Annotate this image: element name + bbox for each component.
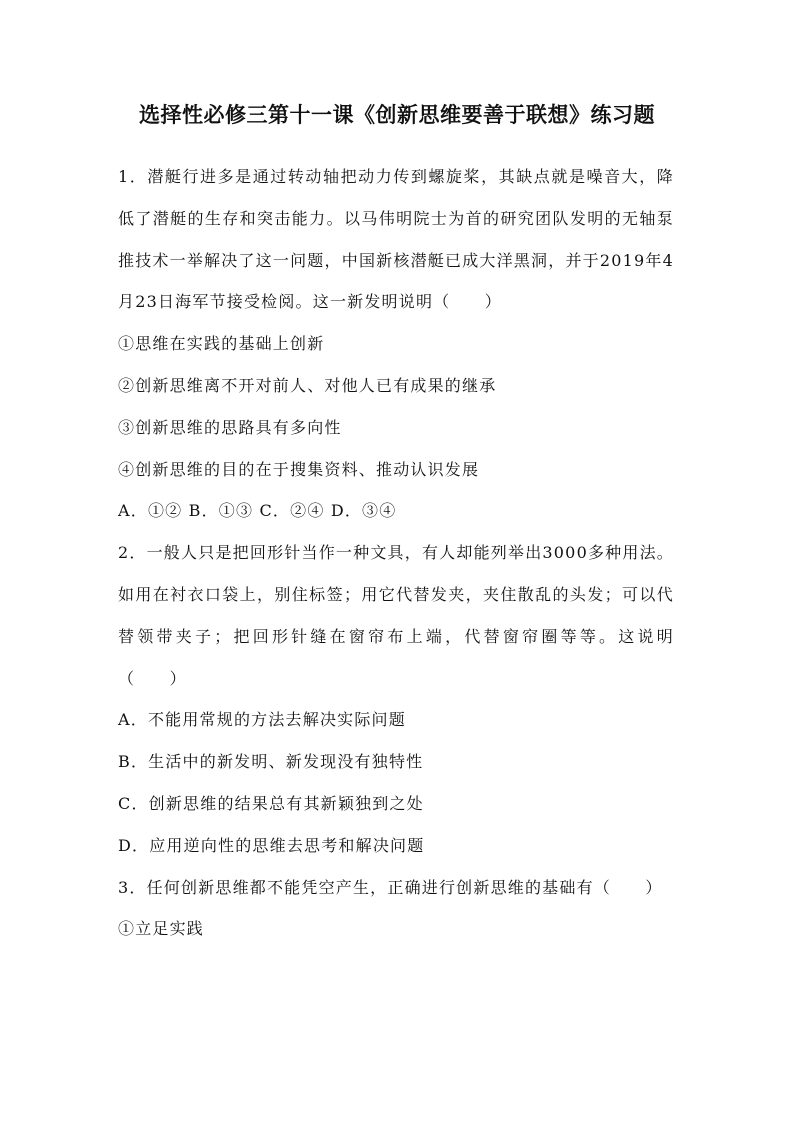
question-1-statement-3: ③创新思维的思路具有多向性 [118, 417, 342, 437]
question-2-stem: 2．一般人只是把回形针当作一种文具，有人却能列举出3000多种用法。如用在衬衣口袋上，别住标签；用它代替发夹，夹住散乱的头发；可以代替领带夹子；把回形针缝在窗帘布上端，代替窗帘圈等等。这说明（ ） [118, 543, 674, 688]
question-2-option-c: C．创新思维的结果总有其新颖独到之处 [118, 793, 424, 813]
document-title: 选择性必修三第十一课《创新思维要善于联想》练习题 [139, 102, 655, 127]
document-body [118, 156, 674, 950]
question-3-statement-1: ①立足实践 [118, 919, 205, 939]
question-2-option-b: B．生活中的新发明、新发现没有独特性 [118, 752, 424, 772]
question-1-choices: A．①② B．①③ C．②④ D．③④ [118, 501, 397, 521]
question-1-statement-1: ①思维在实践的基础上创新 [118, 334, 325, 354]
question-3-stem: 3．任何创新思维都不能凭空产生，正确进行创新思维的基础有（ ） [118, 877, 663, 897]
question-1-statement-2: ②创新思维离不开对前人、对他人已有成果的继承 [118, 375, 497, 395]
question-2-option-d: D．应用逆向性的思维去思考和解决问题 [118, 835, 425, 855]
question-1-stem: 1．潜艇行进多是通过转动轴把动力传到螺旋桨，其缺点就是噪音大，降低了潜艇的生存和突击能力。以马伟明院士为首的研究团队发明的无轴泵推技术一举解决了这一问题，中国新核潜艇已成大洋黑洞，并于2019年4月23日海军节接受检阅。这一新发明说明（ ） [118, 167, 674, 312]
question-1-statement-4: ④创新思维的目的在于搜集资料、推动认识发展 [118, 459, 480, 479]
question-2-option-a: A．不能用常规的方法去解决实际问题 [118, 710, 406, 730]
